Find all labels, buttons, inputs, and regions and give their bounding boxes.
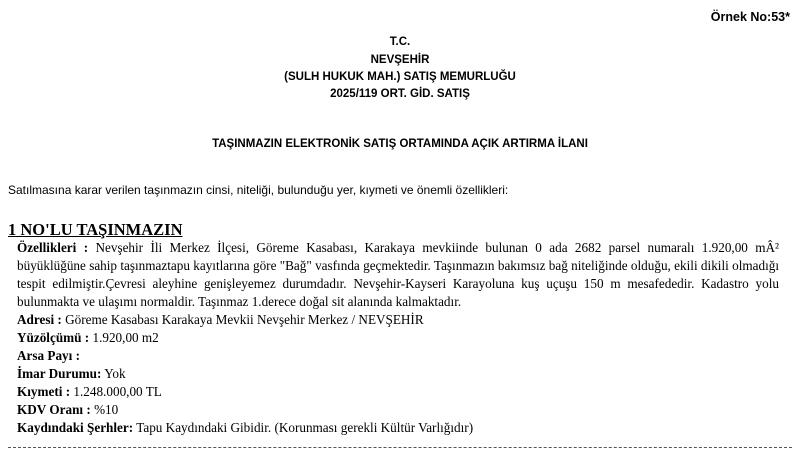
annotations-label: Kaydındaki Şerhler: bbox=[17, 420, 134, 435]
area-label: Yüzölçümü : bbox=[17, 330, 90, 345]
header-line-city: NEVŞEHİR bbox=[370, 54, 430, 66]
address-value: Göreme Kasabası Karakaya Mevkii Nevşehir Merkez / NEVŞEHİR bbox=[65, 312, 424, 327]
vat-rate-label: KDV Oranı : bbox=[17, 402, 91, 417]
property-features bbox=[17, 239, 779, 311]
header-line-office: (SULH HUKUK MAH.) SATIŞ MEMURLUĞU bbox=[284, 71, 516, 83]
zoning-value: Yok bbox=[104, 366, 126, 381]
annotations-value: Tapu Kaydındaki Gibidir. (Korunması gerekli Kültür Varlığıdır) bbox=[136, 420, 474, 435]
address-label: Adresi : bbox=[17, 312, 62, 327]
property-value bbox=[17, 383, 779, 401]
zoning-label: İmar Durumu: bbox=[17, 366, 102, 381]
dashed-separator bbox=[8, 447, 792, 448]
property-area bbox=[17, 329, 779, 347]
value-amount: 1.248.000,00 TL bbox=[73, 384, 162, 399]
intro-text: Satılmasına karar verilen taşınmazın cinsi, niteliği, bulunduğu yer, kıymeti ve önemli özellikleri: bbox=[8, 183, 509, 197]
example-number: Örnek No:53* bbox=[710, 10, 790, 24]
value-label: Kıymeti : bbox=[17, 384, 71, 399]
features-label: Özellikleri : bbox=[17, 240, 89, 255]
property-annotations bbox=[17, 419, 779, 437]
property-zoning bbox=[17, 365, 779, 383]
header-line-file-number: 2025/119 ORT. GİD. SATIŞ bbox=[330, 88, 470, 100]
header-line-tc: T.C. bbox=[389, 36, 411, 48]
land-share-label: Arsa Payı : bbox=[17, 348, 80, 363]
property-section-title: 1 NO'LU TAŞINMAZIN bbox=[8, 220, 183, 239]
property-address bbox=[17, 311, 779, 329]
features-value: Nevşehir İli Merkez İlçesi, Göreme Kasabası, Karakaya mevkiinde bulunan 0 ada 2682 parsel numaralı 1.920,00 mÂ² büyüklüğüne sahip taşınmaztapu kayıtlarına göre "Bağ" vasfında geçmektedir. Taşınmazın bakımsız bağ niteliğinde olduğu, ekili dikili olmadığı tespit edilmiştir.Çevresi aleyhine genişleyemez durumdadır. Nevşehir-Kayseri Karayoluna kuş uçuşu 150 m mesafededir. Kadastro yolu bulunmakta ve ulaşımı normaldir. Taşınmaz 1.derece doğal sit alanında kalmaktadır. bbox=[17, 240, 780, 309]
notice-title: TAŞINMAZIN ELEKTRONİK SATIŞ ORTAMINDA AÇIK ARTIRMA İLANI bbox=[212, 138, 588, 150]
property-land-share bbox=[17, 347, 779, 365]
vat-rate-value: %10 bbox=[94, 402, 119, 417]
property-vat-rate bbox=[17, 401, 779, 419]
area-value: 1.920,00 m2 bbox=[92, 330, 159, 345]
property-details bbox=[17, 239, 779, 437]
